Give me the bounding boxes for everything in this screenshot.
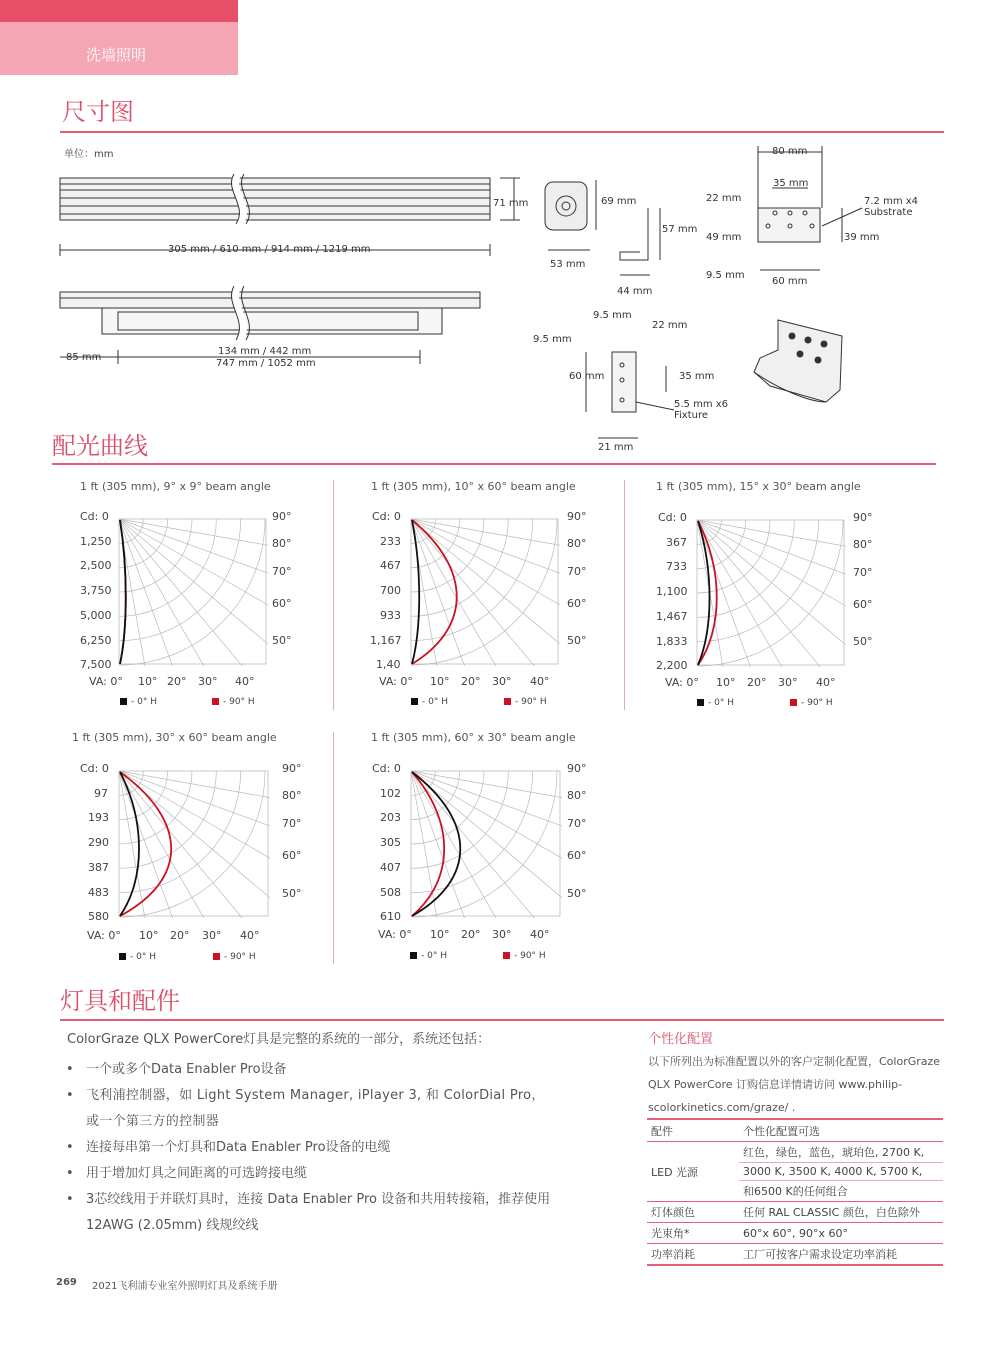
cd-label: 407 bbox=[380, 861, 401, 874]
dim-plate-width: 80 mm bbox=[772, 146, 808, 157]
polar-chart bbox=[118, 770, 270, 918]
grid-radial bbox=[119, 771, 270, 881]
angle-label: 50° bbox=[567, 887, 587, 900]
polar-chart bbox=[118, 518, 268, 666]
angle-label: 80° bbox=[567, 789, 587, 802]
polar-grid bbox=[119, 771, 270, 918]
polar-grid bbox=[697, 520, 846, 667]
unit-label: 单位：mm bbox=[64, 149, 114, 160]
list-item: • 用于增加灯具之间距离的可选跨接电缆 bbox=[64, 1161, 554, 1187]
angle-label: 80° bbox=[272, 537, 292, 550]
dim-fixture-label: Fixture bbox=[674, 410, 709, 421]
legend-red: - 90° H bbox=[790, 698, 833, 708]
grid-radial bbox=[411, 519, 560, 594]
cd-label: 2,200 bbox=[656, 659, 688, 672]
table-cell-value: 红色，绿色，蓝色，琥珀色, 2700 K, bbox=[739, 1142, 943, 1163]
section-title-accessories: 灯具和配件 bbox=[60, 987, 180, 1015]
chart-separator bbox=[333, 480, 334, 710]
va-label: 40° bbox=[240, 929, 260, 942]
angle-label: 50° bbox=[567, 634, 587, 647]
legend-red: - 90° H bbox=[213, 952, 256, 962]
cd-label: 367 bbox=[666, 536, 687, 549]
dim-side-95-top: 9.5 mm bbox=[593, 310, 632, 321]
section-title-photometric: 配光曲线 bbox=[52, 432, 148, 460]
dim-side-21: 21 mm bbox=[598, 442, 634, 453]
va-label: 40° bbox=[235, 675, 255, 688]
grid-radial bbox=[119, 519, 229, 666]
cd-label: 3,750 bbox=[80, 584, 112, 597]
cd-label: Cd: 0 bbox=[80, 510, 109, 523]
table-row bbox=[647, 1244, 943, 1266]
va-label: 20° bbox=[167, 675, 187, 688]
dim-profile-width: 53 mm bbox=[550, 259, 586, 270]
chart-separator bbox=[624, 480, 625, 710]
cd-label: 610 bbox=[380, 910, 401, 923]
angle-label: 50° bbox=[282, 887, 302, 900]
grid-radial bbox=[411, 519, 521, 666]
va-label: 30° bbox=[198, 675, 218, 688]
dim-fixture-height: 71 mm bbox=[493, 198, 529, 209]
chart-title: 1 ft (305 mm), 60° x 30° beam angle bbox=[371, 731, 576, 744]
va-label: 40° bbox=[816, 676, 836, 689]
cd-label: 1,833 bbox=[656, 635, 688, 648]
table-cell-key: LED 光源 bbox=[651, 1165, 699, 1179]
legend-red: - 90° H bbox=[504, 697, 547, 707]
chart-title: 1 ft (305 mm), 10° x 60° beam angle bbox=[371, 480, 576, 493]
cd-label: 467 bbox=[380, 559, 401, 572]
va-label: 30° bbox=[202, 929, 222, 942]
angle-label: 60° bbox=[853, 598, 873, 611]
angle-label: 50° bbox=[272, 634, 292, 647]
legend-red: - 90° H bbox=[212, 697, 255, 707]
angle-label: 90° bbox=[567, 762, 587, 775]
section-title-dimensions: 尺寸图 bbox=[62, 98, 134, 126]
section-rule bbox=[60, 131, 944, 133]
va-label: 10° bbox=[430, 928, 450, 941]
angle-label: 60° bbox=[567, 597, 587, 610]
grid-radial bbox=[119, 519, 268, 594]
dim-plate-22: 22 mm bbox=[706, 193, 742, 204]
angle-label: 70° bbox=[853, 566, 873, 579]
angle-label: 70° bbox=[567, 565, 587, 578]
cd-label: 1,167 bbox=[370, 634, 402, 647]
angle-label: 70° bbox=[272, 565, 292, 578]
section-rule bbox=[52, 463, 936, 465]
legend-black: - 0° H bbox=[120, 697, 157, 707]
grid-radial bbox=[119, 771, 157, 918]
dim-fixture-holes: 5.5 mm x6 bbox=[674, 399, 729, 410]
list-item: • 连接每串第一个灯具和Data Enabler Pro设备的电缆 bbox=[64, 1135, 554, 1161]
legend-black: - 0° H bbox=[410, 951, 447, 961]
table-cell-value: 60°x 60°, 90°x 60° bbox=[743, 1226, 848, 1240]
dim-plate-60: 60 mm bbox=[772, 276, 808, 287]
va-label: 20° bbox=[461, 928, 481, 941]
table-cell-value: 3000 K, 3500 K, 4000 K, 5700 K, bbox=[739, 1163, 943, 1181]
polar-chart bbox=[410, 770, 562, 918]
cd-label: 6,250 bbox=[80, 634, 112, 647]
dim-plate-95: 9.5 mm bbox=[706, 270, 745, 281]
dim-bracket-height: 57 mm bbox=[662, 224, 698, 235]
cd-label: Cd: 0 bbox=[80, 762, 109, 775]
cd-label: Cd: 0 bbox=[372, 510, 401, 523]
table-cell-key: 灯体颜色 bbox=[651, 1206, 695, 1219]
cd-label: 290 bbox=[88, 836, 109, 849]
personalization-table bbox=[647, 1121, 943, 1266]
section-rule bbox=[60, 1019, 944, 1021]
legend-black: - 0° H bbox=[411, 697, 448, 707]
cd-label: Cd: 0 bbox=[658, 511, 687, 524]
grid-radial bbox=[697, 520, 846, 595]
angle-label: 90° bbox=[282, 762, 302, 775]
va-label: VA: 0° bbox=[89, 675, 123, 688]
cd-label: 483 bbox=[88, 886, 109, 899]
va-label: 30° bbox=[778, 676, 798, 689]
angle-label: 70° bbox=[282, 817, 302, 830]
legend-red: - 90° H bbox=[503, 951, 546, 961]
page-number: 269 bbox=[56, 1277, 77, 1288]
va-label: 20° bbox=[747, 676, 767, 689]
va-label: VA: 0° bbox=[378, 928, 412, 941]
cd-label: 193 bbox=[88, 811, 109, 824]
dim-substrate-label: Substrate bbox=[864, 207, 913, 218]
va-label: 10° bbox=[138, 675, 158, 688]
dim-substrate-holes: 7.2 mm x4 bbox=[864, 196, 919, 207]
table-rule bbox=[647, 1118, 943, 1120]
cd-label: 102 bbox=[380, 787, 401, 800]
cd-label: 1,100 bbox=[656, 585, 688, 598]
table-row bbox=[647, 1202, 943, 1223]
polar-chart bbox=[410, 518, 560, 666]
dim-offset: 85 mm bbox=[66, 352, 102, 363]
table-row bbox=[647, 1223, 943, 1244]
table-row bbox=[647, 1142, 943, 1202]
dim-lengths: 305 mm / 610 mm / 914 mm / 1219 mm bbox=[168, 244, 371, 255]
grid-radial bbox=[411, 519, 560, 629]
dim-side-22: 22 mm bbox=[652, 320, 688, 331]
list-item: • 3芯绞线用于并联灯具时，连接 Data Enabler Pro 设备和共用转接箱，推荐使用12AWG (2.05mm) 线规绞线 bbox=[64, 1187, 554, 1239]
angle-label: 50° bbox=[853, 635, 873, 648]
dim-bracket-width: 44 mm bbox=[617, 286, 653, 297]
angle-label: 90° bbox=[272, 510, 292, 523]
va-label: 40° bbox=[530, 675, 550, 688]
cd-label: 387 bbox=[88, 861, 109, 874]
va-label: VA: 0° bbox=[665, 676, 699, 689]
personalization-title: 个性化配置 bbox=[648, 1032, 714, 1047]
dim-plate-49: 49 mm bbox=[706, 232, 742, 243]
va-label: VA: 0° bbox=[379, 675, 413, 688]
list-item: • 一个或多个Data Enabler Pro设备 bbox=[64, 1057, 554, 1083]
dim-mount-spacing-1: 134 mm / 442 mm bbox=[218, 346, 312, 357]
cd-label: 1,250 bbox=[80, 535, 112, 548]
polar-grid bbox=[119, 519, 268, 666]
va-label: 10° bbox=[139, 929, 159, 942]
table-cell-value: 任何 RAL CLASSIC 颜色，白色除外 bbox=[743, 1206, 920, 1219]
footer-text: 2021飞利浦专业室外照明灯具及系统手册 bbox=[92, 1281, 278, 1292]
va-label: 10° bbox=[430, 675, 450, 688]
va-label: VA: 0° bbox=[87, 929, 121, 942]
cd-label: Cd: 0 bbox=[372, 762, 401, 775]
polar-chart bbox=[696, 519, 846, 667]
cd-label: 733 bbox=[666, 560, 687, 573]
cd-label: 233 bbox=[380, 535, 401, 548]
angle-label: 60° bbox=[282, 849, 302, 862]
cd-label: 7,500 bbox=[80, 658, 112, 671]
cd-label: 580 bbox=[88, 910, 109, 923]
chart-title: 1 ft (305 mm), 15° x 30° beam angle bbox=[656, 480, 861, 493]
chart-title: 1 ft (305 mm), 9° x 9° beam angle bbox=[80, 480, 271, 493]
grid-radial bbox=[411, 771, 562, 881]
angle-label: 80° bbox=[853, 538, 873, 551]
header-tab-accent bbox=[0, 0, 238, 22]
table-header-cell: 配件 bbox=[651, 1125, 673, 1138]
grid-radial bbox=[119, 771, 229, 918]
grid-radial bbox=[697, 520, 846, 630]
dim-mount-spacing-2: 747 mm / 1052 mm bbox=[216, 358, 316, 369]
dim-plate-39: 39 mm bbox=[844, 232, 880, 243]
va-label: 20° bbox=[170, 929, 190, 942]
cd-label: 933 bbox=[380, 609, 401, 622]
angle-label: 90° bbox=[853, 511, 873, 524]
table-cell-key: 光束角* bbox=[651, 1227, 690, 1240]
legend-black: - 0° H bbox=[697, 698, 734, 708]
table-header-cell: 个性化配置可选 bbox=[743, 1125, 820, 1138]
accessories-intro: ColorGraze QLX PowerCore灯具是完整的系统的一部分，系统还包括： bbox=[67, 1032, 491, 1047]
va-label: 40° bbox=[530, 928, 550, 941]
grid-radial bbox=[697, 520, 807, 667]
va-label: 10° bbox=[716, 676, 736, 689]
dim-profile-height: 69 mm bbox=[601, 196, 637, 207]
polar-grid bbox=[411, 771, 562, 918]
angle-label: 80° bbox=[282, 789, 302, 802]
dim-side-60: 60 mm bbox=[569, 371, 605, 382]
personalization-intro: 以下所列出为标准配置以外的客户定制化配置，ColorGraze QLX PowerCore 订购信息详情请访问 www.philip-scolorkinetics.com/graze/ . bbox=[648, 1055, 941, 1114]
chart-separator bbox=[333, 732, 334, 964]
angle-label: 60° bbox=[567, 849, 587, 862]
table-cell-value: 和6500 K的任何组合 bbox=[743, 1185, 848, 1198]
cd-label: 2,500 bbox=[80, 559, 112, 572]
va-label: 30° bbox=[492, 675, 512, 688]
cd-label: 1,40 bbox=[376, 658, 401, 671]
header-tab-label: 洗墙照明 bbox=[86, 46, 147, 64]
angle-label: 60° bbox=[272, 597, 292, 610]
cd-label: 5,000 bbox=[80, 609, 112, 622]
va-label: 20° bbox=[461, 675, 481, 688]
list-item: • 飞利浦控制器，如 Light System Manager, iPlayer 3, 和 ColorDial Pro，或一个第三方的控制器 bbox=[64, 1083, 554, 1135]
angle-label: 90° bbox=[567, 510, 587, 523]
angle-label: 80° bbox=[567, 537, 587, 550]
cd-label: 97 bbox=[94, 787, 108, 800]
legend-black: - 0° H bbox=[119, 952, 156, 962]
angle-label: 70° bbox=[567, 817, 587, 830]
chart-title: 1 ft (305 mm), 30° x 60° beam angle bbox=[72, 731, 277, 744]
accessories-list bbox=[64, 1057, 554, 1239]
table-header-row bbox=[647, 1121, 943, 1142]
cd-label: 700 bbox=[380, 584, 401, 597]
grid-radial bbox=[119, 519, 268, 629]
dim-side-95-left: 9.5 mm bbox=[533, 334, 572, 345]
grid-radial bbox=[119, 519, 157, 666]
cd-label: 203 bbox=[380, 811, 401, 824]
cd-label: 1,467 bbox=[656, 610, 688, 623]
table-cell-value: 工厂可按客户需求设定功率消耗 bbox=[743, 1248, 897, 1261]
cd-label: 305 bbox=[380, 836, 401, 849]
cd-label: 508 bbox=[380, 886, 401, 899]
dim-plate-inner: 35 mm bbox=[773, 178, 809, 189]
dim-side-35: 35 mm bbox=[679, 371, 715, 382]
table-cell-key: 功率消耗 bbox=[651, 1248, 695, 1261]
va-label: 30° bbox=[492, 928, 512, 941]
dimension-drawing bbox=[0, 140, 1000, 460]
